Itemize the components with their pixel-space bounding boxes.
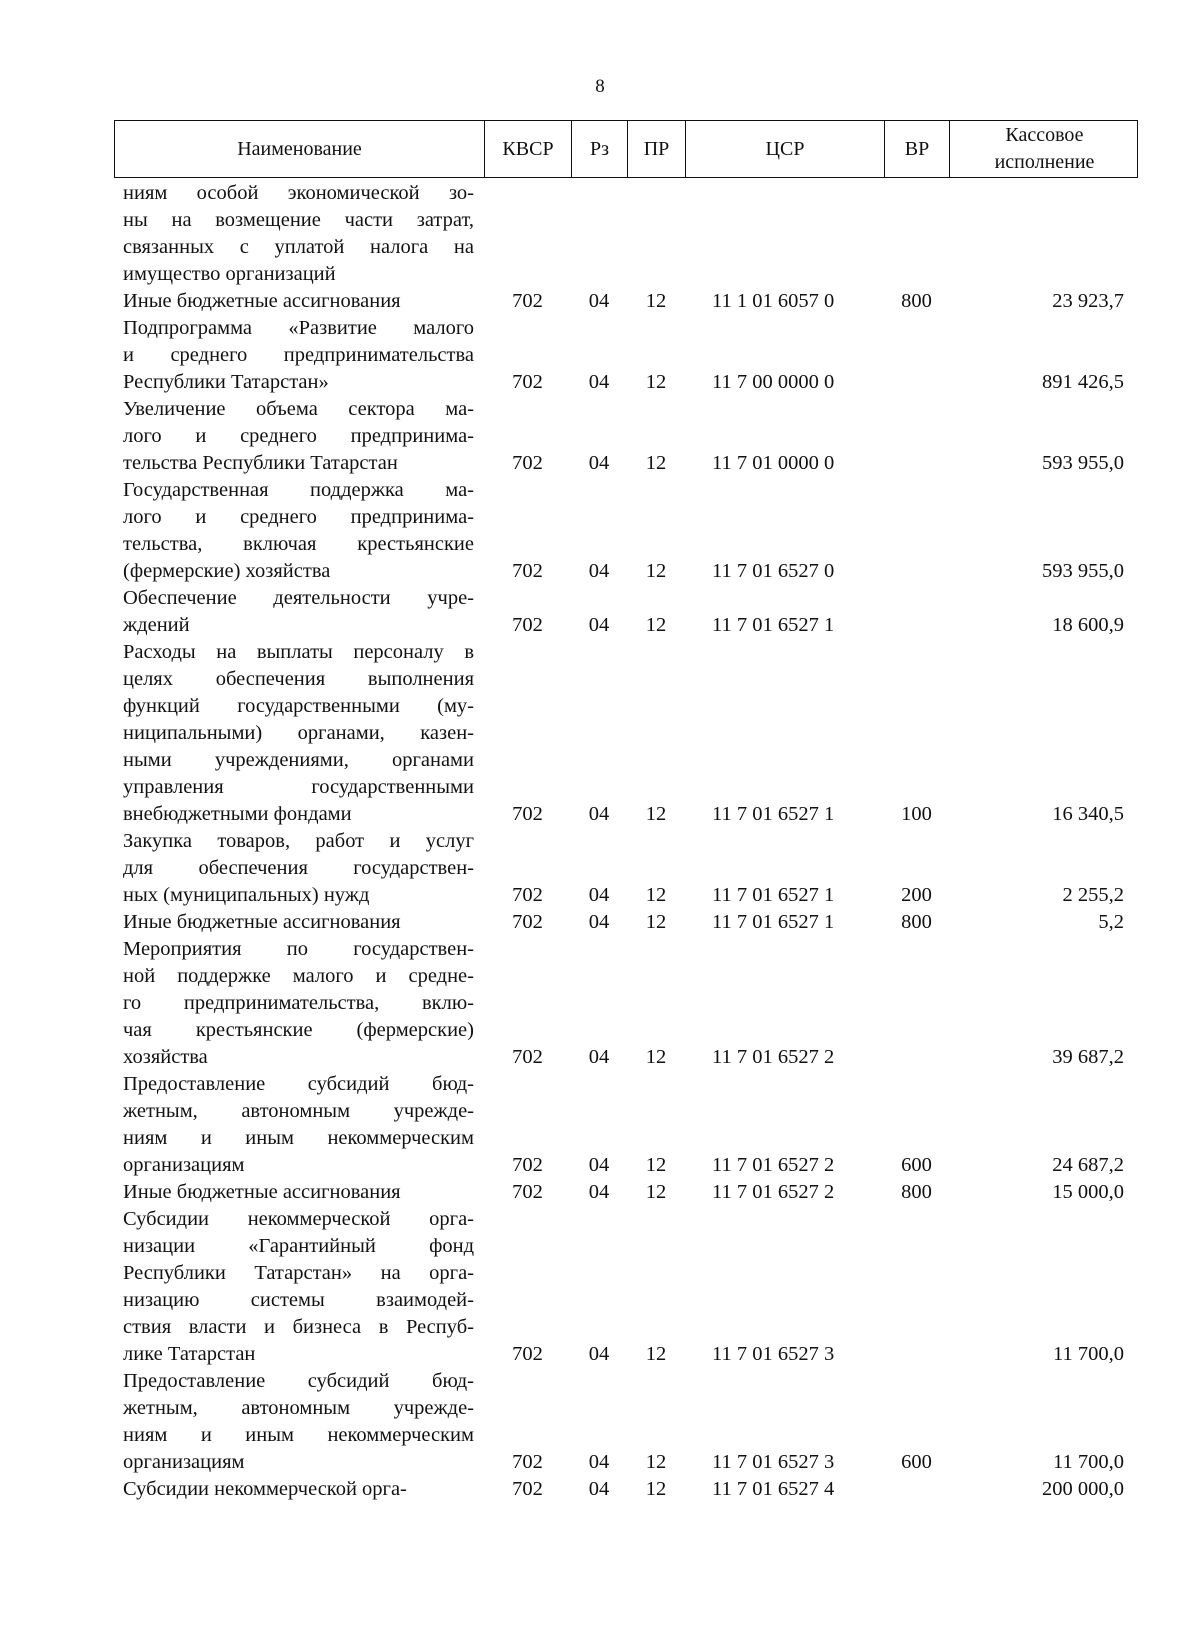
row-rz <box>571 180 627 288</box>
row-pr: 12 <box>645 614 667 636</box>
row-pr: 12 <box>645 290 667 312</box>
row-amount: 11 700,0 <box>1053 1343 1124 1365</box>
row-name-line: целях обеспечения выполнения <box>123 668 474 690</box>
row-csr: 11 7 01 0000 0 <box>712 452 835 474</box>
row-kvsr <box>484 180 571 288</box>
row-kvsr: 702 <box>512 911 543 933</box>
row-csr <box>685 180 884 288</box>
row-kvsr: 702 <box>512 452 543 474</box>
table-row <box>114 639 1138 828</box>
row-kvsr: 702 <box>512 614 543 636</box>
table-row <box>114 585 1138 639</box>
row-name-line: Иные бюджетные ассигнования <box>123 290 401 312</box>
header-csr: ЦСР <box>686 121 885 177</box>
row-name-line: Обеспечение деятельности учре- <box>123 587 474 609</box>
header-kvsr: КВСР <box>485 121 572 177</box>
row-csr: 11 7 01 6527 1 <box>712 884 835 906</box>
row-name-line: функций государственными (му- <box>123 695 474 717</box>
row-name-line: Подпрограмма «Развитие малого <box>123 317 474 339</box>
row-vr <box>884 1476 949 1503</box>
row-name-line: тельства Республики Татарстан <box>123 452 398 474</box>
row-name-line: Иные бюджетные ассигнования <box>123 911 401 933</box>
row-pr: 12 <box>645 1478 667 1500</box>
table-row <box>114 1206 1138 1368</box>
row-vr <box>884 585 949 639</box>
header-amount <box>950 121 1139 177</box>
header-vr: ВР <box>885 121 950 177</box>
row-rz: 04 <box>588 452 610 474</box>
row-vr: 100 <box>901 803 932 825</box>
row-pr: 12 <box>645 884 667 906</box>
header-amount-line2: исполнение <box>994 151 1095 173</box>
row-kvsr: 702 <box>512 560 543 582</box>
row-csr: 11 1 01 6057 0 <box>712 290 835 312</box>
row-csr: 11 7 01 6527 2 <box>712 1181 835 1203</box>
row-name-line: имущество организаций <box>123 263 336 285</box>
row-rz: 04 <box>588 1343 610 1365</box>
row-name-line: организациям <box>123 1451 245 1473</box>
row-rz: 04 <box>588 1154 610 1176</box>
row-name <box>114 315 484 396</box>
table-row <box>114 909 1138 936</box>
row-name <box>114 1368 484 1476</box>
row-rz: 04 <box>588 1181 610 1203</box>
row-rz: 04 <box>588 884 610 906</box>
row-name-line: Республики Татарстан» <box>123 371 329 393</box>
row-amount: 5,2 <box>1098 911 1124 933</box>
row-vr <box>884 936 949 1071</box>
row-name-line: внебюджетными фондами <box>123 803 352 825</box>
row-rz: 04 <box>588 911 610 933</box>
row-name-line: Предоставление субсидий бюд- <box>123 1370 474 1392</box>
row-kvsr: 702 <box>512 290 543 312</box>
row-pr: 12 <box>645 803 667 825</box>
table-row <box>114 288 1138 315</box>
row-kvsr: 702 <box>512 1046 543 1068</box>
row-name-line: Мероприятия по государствен- <box>123 938 474 960</box>
row-name-line: ными учреждениями, органами <box>123 749 474 771</box>
row-name <box>114 1179 484 1206</box>
row-name <box>114 909 484 936</box>
row-rz: 04 <box>588 1478 610 1500</box>
row-name <box>114 1476 484 1503</box>
row-name-line: Увеличение объема сектора ма- <box>123 398 474 420</box>
row-name-line: для обеспечения государствен- <box>123 857 474 879</box>
row-name-line: Республики Татарстан» на орга- <box>123 1262 474 1284</box>
header-pr: ПР <box>628 121 686 177</box>
header-rz: Рз <box>572 121 628 177</box>
row-pr: 12 <box>645 560 667 582</box>
row-name-line: ствия власти и бизнеса в Респуб- <box>123 1316 474 1338</box>
table-row <box>114 1368 1138 1476</box>
row-name-line: (фермерские) хозяйства <box>123 560 331 582</box>
row-vr <box>884 1206 949 1368</box>
row-rz: 04 <box>588 1451 610 1473</box>
row-pr <box>627 180 685 288</box>
row-pr: 12 <box>645 1154 667 1176</box>
row-csr: 11 7 01 6527 2 <box>712 1046 835 1068</box>
header-name: Наименование <box>115 121 485 177</box>
row-name-line: ниям особой экономической зо- <box>123 182 474 204</box>
table-row <box>114 180 1138 288</box>
row-amount: 593 955,0 <box>1042 452 1124 474</box>
row-name-line: и среднего предпринимательства <box>123 344 474 366</box>
row-name-line: Субсидии некоммерческой орга- <box>123 1478 407 1500</box>
row-vr <box>884 396 949 477</box>
row-vr <box>884 477 949 585</box>
row-name-line: ных (муниципальных) нужд <box>123 884 370 906</box>
table-row <box>114 828 1138 909</box>
row-name <box>114 936 484 1071</box>
row-name <box>114 585 484 639</box>
row-rz: 04 <box>588 614 610 636</box>
row-name-line: лого и среднего предпринима- <box>123 506 474 528</box>
row-name-line: Закупка товаров, работ и услуг <box>123 830 474 852</box>
row-kvsr: 702 <box>512 1154 543 1176</box>
row-vr: 600 <box>901 1154 932 1176</box>
row-kvsr: 702 <box>512 803 543 825</box>
row-rz: 04 <box>588 371 610 393</box>
row-name-line: ниям и иным некоммерческим <box>123 1424 474 1446</box>
row-name <box>114 828 484 909</box>
row-kvsr: 702 <box>512 1451 543 1473</box>
row-kvsr: 702 <box>512 1478 543 1500</box>
row-csr: 11 7 01 6527 1 <box>712 911 835 933</box>
table-header <box>114 120 1138 178</box>
row-csr: 11 7 01 6527 1 <box>712 614 835 636</box>
row-kvsr: 702 <box>512 1343 543 1365</box>
row-kvsr: 702 <box>512 371 543 393</box>
row-name-line: хозяйства <box>123 1046 208 1068</box>
row-name-line: Иные бюджетные ассигнования <box>123 1181 401 1203</box>
row-amount: 15 000,0 <box>1052 1181 1124 1203</box>
row-amount: 593 955,0 <box>1042 560 1124 582</box>
row-name <box>114 396 484 477</box>
row-amount: 18 600,9 <box>1052 614 1124 636</box>
row-vr <box>884 315 949 396</box>
table-row <box>114 1071 1138 1179</box>
row-amount <box>949 180 1138 288</box>
row-rz: 04 <box>588 1046 610 1068</box>
row-name-line: ны на возмещение части затрат, <box>123 209 474 231</box>
row-amount: 11 700,0 <box>1053 1451 1124 1473</box>
row-csr: 11 7 01 6527 0 <box>712 560 835 582</box>
table-row <box>114 1476 1138 1503</box>
row-amount: 24 687,2 <box>1052 1154 1124 1176</box>
row-name-line: организациям <box>123 1154 245 1176</box>
row-vr: 600 <box>901 1451 932 1473</box>
row-name-line: жетным, автономным учрежде- <box>123 1397 474 1419</box>
row-csr: 11 7 01 6527 3 <box>712 1451 835 1473</box>
table-row <box>114 396 1138 477</box>
row-name-line: Предоставление субсидий бюд- <box>123 1073 474 1095</box>
row-name <box>114 180 484 288</box>
row-csr: 11 7 01 6527 2 <box>712 1154 835 1176</box>
page-number: 8 <box>595 76 605 97</box>
row-vr: 200 <box>901 884 932 906</box>
row-name-line: лике Татарстан <box>123 1343 256 1365</box>
row-pr: 12 <box>645 1046 667 1068</box>
row-vr: 800 <box>901 1181 932 1203</box>
row-rz: 04 <box>588 560 610 582</box>
row-amount: 23 923,7 <box>1052 290 1124 312</box>
row-rz: 04 <box>588 803 610 825</box>
table-row <box>114 1179 1138 1206</box>
row-name-line: Государственная поддержка ма- <box>123 479 474 501</box>
row-csr: 11 7 01 6527 1 <box>712 803 835 825</box>
row-name-line: лого и среднего предпринима- <box>123 425 474 447</box>
row-rz: 04 <box>588 290 610 312</box>
row-amount: 39 687,2 <box>1052 1046 1124 1068</box>
row-name-line: ниям и иным некоммерческим <box>123 1127 474 1149</box>
row-vr: 800 <box>901 290 932 312</box>
row-name-line: низацию системы взаимодей- <box>123 1289 474 1311</box>
row-name-line: ной поддержке малого и средне- <box>123 965 474 987</box>
row-pr: 12 <box>645 452 667 474</box>
row-name-line: низации «Гарантийный фонд <box>123 1235 474 1257</box>
row-name <box>114 477 484 585</box>
row-name-line: связанных с уплатой налога на <box>123 236 474 258</box>
row-csr: 11 7 01 6527 3 <box>712 1343 835 1365</box>
row-name <box>114 1071 484 1179</box>
row-pr: 12 <box>645 1181 667 1203</box>
row-name <box>114 639 484 828</box>
row-kvsr: 702 <box>512 1181 543 1203</box>
table-body <box>114 180 1138 1503</box>
row-csr: 11 7 01 6527 4 <box>712 1478 835 1500</box>
row-name-line: управления государственными <box>123 776 474 798</box>
row-amount: 2 255,2 <box>1062 884 1124 906</box>
header-amount-line1: Кассовое <box>1005 124 1084 146</box>
row-kvsr: 702 <box>512 884 543 906</box>
table-row <box>114 315 1138 396</box>
table-row <box>114 936 1138 1071</box>
row-vr <box>884 180 949 288</box>
row-pr: 12 <box>645 1343 667 1365</box>
row-pr: 12 <box>645 371 667 393</box>
row-name-line: ниципальными) органами, казен- <box>123 722 474 744</box>
table-row <box>114 477 1138 585</box>
row-name-line: чая крестьянские (фермерские) <box>123 1019 474 1041</box>
row-csr: 11 7 00 0000 0 <box>712 371 835 393</box>
row-name-line: ждений <box>123 614 190 636</box>
row-pr: 12 <box>645 911 667 933</box>
row-pr: 12 <box>645 1451 667 1473</box>
row-name-line: Субсидии некоммерческой орга- <box>123 1208 474 1230</box>
row-name-line: тельства, включая крестьянские <box>123 533 474 555</box>
row-name-line: Расходы на выплаты персоналу в <box>123 641 474 663</box>
row-name <box>114 288 484 315</box>
row-name <box>114 1206 484 1368</box>
row-amount: 16 340,5 <box>1052 803 1124 825</box>
row-amount: 200 000,0 <box>1042 1478 1124 1500</box>
row-name-line: го предпринимательства, вклю- <box>123 992 474 1014</box>
row-name-line: жетным, автономным учрежде- <box>123 1100 474 1122</box>
row-amount: 891 426,5 <box>1042 371 1124 393</box>
row-vr: 800 <box>901 911 932 933</box>
